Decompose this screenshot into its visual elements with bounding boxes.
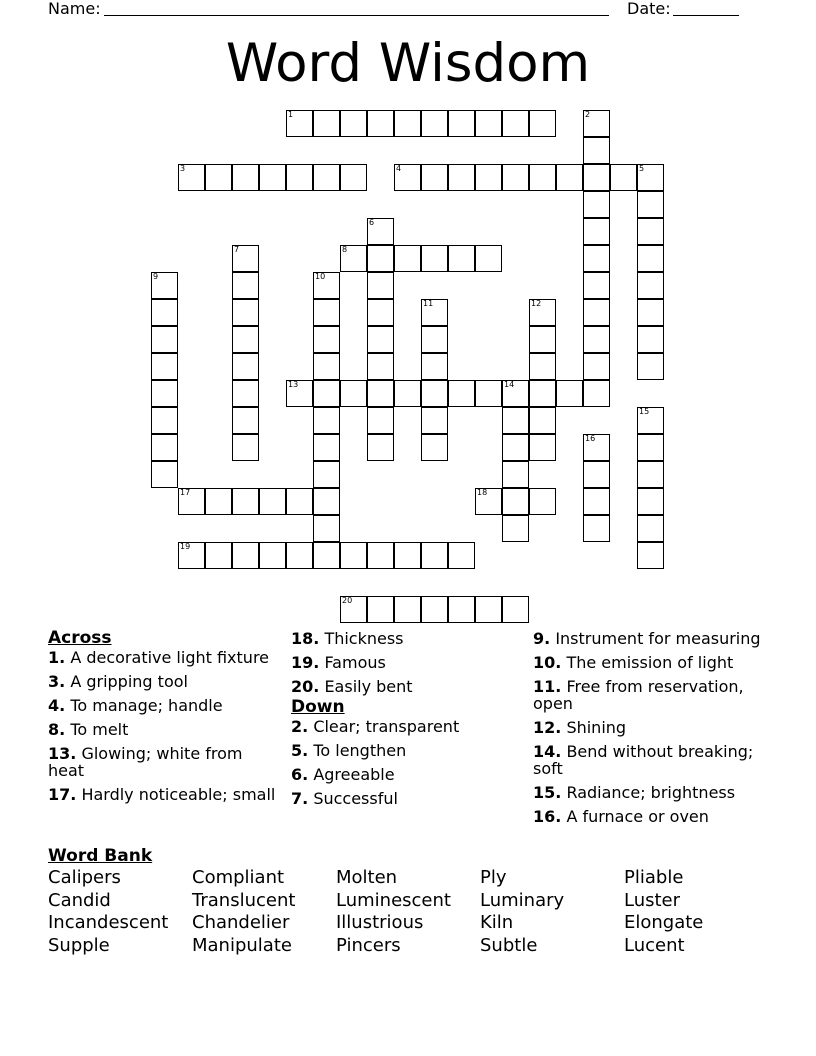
- grid-cell[interactable]: [637, 245, 664, 272]
- word-bank-item: Incandescent: [48, 912, 169, 933]
- clue-text: Clear; transparent: [313, 717, 460, 736]
- clue-text: Instrument for measuring: [555, 629, 761, 648]
- page-title: Word Wisdom: [225, 33, 591, 94]
- clue-down-14: [533, 743, 773, 777]
- grid-cell[interactable]: [394, 110, 421, 137]
- clue-down-5: [291, 742, 527, 759]
- grid-cell[interactable]: [151, 272, 178, 299]
- grid-cell[interactable]: [394, 380, 421, 407]
- grid-cell[interactable]: [637, 191, 664, 218]
- clue-down-10: [533, 654, 773, 671]
- clue-across-1: [48, 649, 278, 666]
- grid-cell[interactable]: [367, 353, 394, 380]
- grid-cell[interactable]: [583, 488, 610, 515]
- clue-text: Glowing; white from heat: [48, 744, 243, 780]
- grid-cell[interactable]: [448, 596, 475, 623]
- grid-cell[interactable]: [205, 488, 232, 515]
- grid-cell[interactable]: [637, 272, 664, 299]
- grid-cell[interactable]: [583, 137, 610, 164]
- grid-cell[interactable]: [448, 164, 475, 191]
- clue-text: Free from reservation, open: [533, 677, 744, 713]
- grid-cell[interactable]: [367, 380, 394, 407]
- grid-cell[interactable]: [367, 542, 394, 569]
- grid-cell[interactable]: [367, 407, 394, 434]
- grid-cell[interactable]: [367, 218, 394, 245]
- grid-cell[interactable]: [421, 245, 448, 272]
- word-bank-item: Translucent: [192, 890, 296, 911]
- clue-number: 19.: [291, 653, 320, 672]
- cell-number: 14: [504, 380, 515, 389]
- grid-cell[interactable]: [637, 461, 664, 488]
- grid-cell[interactable]: [232, 542, 259, 569]
- grid-cell[interactable]: [286, 164, 313, 191]
- clue-number: 16.: [533, 807, 562, 826]
- grid-cell[interactable]: [475, 164, 502, 191]
- grid-cell[interactable]: [286, 488, 313, 515]
- grid-cell[interactable]: [394, 164, 421, 191]
- cell-number: 8: [342, 245, 348, 254]
- grid-cell[interactable]: [232, 380, 259, 407]
- clue-across-13: [48, 745, 278, 779]
- clue-number: 9.: [533, 629, 551, 648]
- grid-cell[interactable]: [313, 515, 340, 542]
- grid-cell[interactable]: [421, 434, 448, 461]
- grid-cell[interactable]: [151, 326, 178, 353]
- grid-cell[interactable]: [205, 542, 232, 569]
- grid-cell[interactable]: [637, 515, 664, 542]
- grid-cell[interactable]: [340, 542, 367, 569]
- grid-cell[interactable]: [367, 272, 394, 299]
- grid-cell[interactable]: [502, 407, 529, 434]
- grid-cell[interactable]: [232, 326, 259, 353]
- grid-cell[interactable]: [151, 461, 178, 488]
- grid-cell[interactable]: [232, 488, 259, 515]
- grid-cell[interactable]: [259, 164, 286, 191]
- cell-number: 16: [585, 434, 596, 443]
- grid-cell[interactable]: [286, 542, 313, 569]
- grid-cell[interactable]: [475, 488, 502, 515]
- clue-across-4: [48, 697, 278, 714]
- word-bank-item: Subtle: [480, 935, 538, 956]
- grid-cell[interactable]: [421, 299, 448, 326]
- grid-cell[interactable]: [502, 596, 529, 623]
- grid-cell[interactable]: [583, 461, 610, 488]
- clue-text: Agreeable: [313, 765, 395, 784]
- grid-cell[interactable]: [637, 542, 664, 569]
- down-heading: Down: [291, 697, 345, 717]
- clue-down-9: [533, 630, 773, 647]
- grid-cell[interactable]: [583, 245, 610, 272]
- grid-cell[interactable]: [313, 353, 340, 380]
- clue-text: A furnace or oven: [566, 807, 709, 826]
- grid-cell[interactable]: [502, 461, 529, 488]
- clue-text: A decorative light fixture: [70, 648, 270, 667]
- grid-cell[interactable]: [178, 488, 205, 515]
- clue-number: 10.: [533, 653, 562, 672]
- grid-cell[interactable]: [637, 434, 664, 461]
- word-bank-item: Calipers: [48, 867, 121, 888]
- grid-cell[interactable]: [583, 218, 610, 245]
- grid-cell[interactable]: [421, 596, 448, 623]
- grid-cell[interactable]: [637, 164, 664, 191]
- cell-number: 13: [288, 380, 299, 389]
- clue-number: 6.: [291, 765, 309, 784]
- word-bank-item: Pliable: [624, 867, 684, 888]
- grid-cell[interactable]: [232, 353, 259, 380]
- grid-cell[interactable]: [151, 380, 178, 407]
- grid-cell[interactable]: [421, 110, 448, 137]
- grid-cell[interactable]: [421, 326, 448, 353]
- clue-across-19: [291, 654, 527, 671]
- clue-down-7: [291, 790, 527, 807]
- word-bank-item: Ply: [480, 867, 507, 888]
- clue-number: 20.: [291, 677, 320, 696]
- clue-text: Hardly noticeable; small: [81, 785, 276, 804]
- clue-number: 7.: [291, 789, 309, 808]
- grid-cell[interactable]: [421, 353, 448, 380]
- clue-across-20: [291, 678, 527, 695]
- grid-cell[interactable]: [367, 245, 394, 272]
- grid-cell[interactable]: [259, 488, 286, 515]
- cell-number: 7: [234, 245, 240, 254]
- grid-cell[interactable]: [232, 299, 259, 326]
- clue-across-17: [48, 786, 278, 803]
- grid-cell[interactable]: [583, 164, 610, 191]
- grid-cell[interactable]: [151, 353, 178, 380]
- grid-cell[interactable]: [475, 596, 502, 623]
- grid-cell[interactable]: [448, 542, 475, 569]
- grid-cell[interactable]: [313, 461, 340, 488]
- clue-number: 5.: [291, 741, 309, 760]
- cell-number: 4: [396, 164, 402, 173]
- grid-cell[interactable]: [340, 110, 367, 137]
- grid-cell[interactable]: [313, 542, 340, 569]
- grid-cell[interactable]: [232, 407, 259, 434]
- grid-cell[interactable]: [340, 164, 367, 191]
- grid-cell[interactable]: [232, 434, 259, 461]
- word-bank-item: Chandelier: [192, 912, 290, 933]
- clues-column-3: [533, 628, 773, 832]
- grid-cell[interactable]: [583, 353, 610, 380]
- clue-across-18: [291, 630, 527, 647]
- clue-down-12: [533, 719, 773, 736]
- cell-number: 3: [180, 164, 186, 173]
- clues-column-1: [48, 628, 278, 810]
- clue-text: Shining: [566, 718, 627, 737]
- word-bank-item: Supple: [48, 935, 110, 956]
- word-bank-item: Luster: [624, 890, 681, 911]
- grid-cell[interactable]: [367, 299, 394, 326]
- grid-cell[interactable]: [502, 434, 529, 461]
- clue-down-6: [291, 766, 527, 783]
- cell-number: 5: [639, 164, 645, 173]
- grid-cell[interactable]: [556, 380, 583, 407]
- clue-number: 17.: [48, 785, 77, 804]
- grid-cell[interactable]: [529, 407, 556, 434]
- grid-cell[interactable]: [421, 164, 448, 191]
- grid-cell[interactable]: [367, 326, 394, 353]
- grid-cell[interactable]: [502, 515, 529, 542]
- clue-number: 11.: [533, 677, 562, 696]
- clue-text: A gripping tool: [70, 672, 188, 691]
- grid-cell[interactable]: [529, 353, 556, 380]
- grid-cell[interactable]: [583, 272, 610, 299]
- clue-number: 4.: [48, 696, 66, 715]
- grid-cell[interactable]: [529, 164, 556, 191]
- grid-cell[interactable]: [583, 326, 610, 353]
- grid-cell[interactable]: [313, 110, 340, 137]
- clue-number: 12.: [533, 718, 562, 737]
- grid-cell[interactable]: [394, 245, 421, 272]
- grid-cell[interactable]: [178, 542, 205, 569]
- grid-cell[interactable]: [448, 380, 475, 407]
- cell-number: 19: [180, 542, 191, 551]
- cell-number: 10: [315, 272, 326, 281]
- grid-cell[interactable]: [259, 542, 286, 569]
- grid-cell[interactable]: [637, 353, 664, 380]
- grid-cell[interactable]: [529, 380, 556, 407]
- grid-cell[interactable]: [313, 272, 340, 299]
- grid-cell[interactable]: [529, 488, 556, 515]
- word-bank-item: Lucent: [624, 935, 685, 956]
- grid-cell[interactable]: [529, 299, 556, 326]
- grid-cell[interactable]: [340, 245, 367, 272]
- clue-number: 14.: [533, 742, 562, 761]
- grid-cell[interactable]: [637, 488, 664, 515]
- clue-number: 1.: [48, 648, 66, 667]
- grid-cell[interactable]: [286, 380, 313, 407]
- cell-number: 6: [369, 218, 375, 227]
- grid-cell[interactable]: [367, 596, 394, 623]
- grid-cell[interactable]: [421, 407, 448, 434]
- grid-cell[interactable]: [637, 299, 664, 326]
- clue-text: The emission of light: [566, 653, 734, 672]
- grid-cell[interactable]: [583, 299, 610, 326]
- clue-text: Famous: [324, 653, 386, 672]
- grid-cell[interactable]: [394, 542, 421, 569]
- grid-cell[interactable]: [340, 596, 367, 623]
- clue-down-16: [533, 808, 773, 825]
- grid-cell[interactable]: [637, 407, 664, 434]
- grid-cell[interactable]: [151, 407, 178, 434]
- grid-cell[interactable]: [502, 164, 529, 191]
- word-bank-item: Pincers: [336, 935, 401, 956]
- grid-cell[interactable]: [502, 488, 529, 515]
- grid-cell[interactable]: [313, 380, 340, 407]
- grid-cell[interactable]: [556, 164, 583, 191]
- cell-number: 9: [153, 272, 159, 281]
- word-bank-item: Kiln: [480, 912, 514, 933]
- grid-cell[interactable]: [313, 299, 340, 326]
- clue-number: 2.: [291, 717, 309, 736]
- grid-cell[interactable]: [421, 380, 448, 407]
- grid-cell[interactable]: [151, 299, 178, 326]
- cell-number: 17: [180, 488, 191, 497]
- grid-cell[interactable]: [583, 110, 610, 137]
- grid-cell[interactable]: [583, 380, 610, 407]
- grid-cell[interactable]: [529, 326, 556, 353]
- clue-down-11: [533, 678, 773, 712]
- grid-cell[interactable]: [448, 245, 475, 272]
- clue-text: Thickness: [324, 629, 404, 648]
- clue-number: 8.: [48, 720, 66, 739]
- grid-cell[interactable]: [475, 380, 502, 407]
- across-heading: Across: [48, 628, 112, 648]
- grid-cell[interactable]: [286, 110, 313, 137]
- grid-cell[interactable]: [313, 326, 340, 353]
- clue-text: To manage; handle: [70, 696, 223, 715]
- grid-cell[interactable]: [637, 326, 664, 353]
- clue-across-8: [48, 721, 278, 738]
- grid-cell[interactable]: [502, 380, 529, 407]
- word-bank-item: Luminescent: [336, 890, 451, 911]
- grid-cell[interactable]: [610, 164, 637, 191]
- clue-text: Radiance; brightness: [566, 783, 736, 802]
- word-bank-item: Molten: [336, 867, 398, 888]
- word-bank-item: Candid: [48, 890, 111, 911]
- grid-cell[interactable]: [232, 245, 259, 272]
- grid-cell[interactable]: [313, 407, 340, 434]
- clue-text: Easily bent: [324, 677, 413, 696]
- grid-cell[interactable]: [205, 164, 232, 191]
- grid-cell[interactable]: [313, 488, 340, 515]
- cell-number: 11: [423, 299, 434, 308]
- clue-down-2: [291, 718, 527, 735]
- grid-cell[interactable]: [583, 515, 610, 542]
- grid-cell[interactable]: [502, 110, 529, 137]
- grid-cell[interactable]: [394, 596, 421, 623]
- grid-cell[interactable]: [232, 272, 259, 299]
- clue-down-15: [533, 784, 773, 801]
- grid-cell[interactable]: [313, 434, 340, 461]
- grid-cell[interactable]: [367, 434, 394, 461]
- word-bank-heading: Word Bank: [48, 846, 153, 866]
- grid-cell[interactable]: [529, 434, 556, 461]
- word-bank-item: Manipulate: [192, 935, 292, 956]
- clue-across-3: [48, 673, 278, 690]
- grid-cell[interactable]: [448, 110, 475, 137]
- cell-number: 12: [531, 299, 542, 308]
- clue-text: To lengthen: [313, 741, 407, 760]
- clue-text: To melt: [70, 720, 129, 739]
- grid-cell[interactable]: [313, 164, 340, 191]
- clue-text: Successful: [313, 789, 398, 808]
- cell-number: 20: [342, 596, 353, 605]
- grid-cell[interactable]: [178, 164, 205, 191]
- word-bank-item: Illustrious: [336, 912, 424, 933]
- grid-cell[interactable]: [475, 245, 502, 272]
- grid-cell[interactable]: [340, 380, 367, 407]
- clue-text: Bend without breaking; soft: [533, 742, 754, 778]
- cell-number: 18: [477, 488, 488, 497]
- cell-number: 2: [585, 110, 591, 119]
- grid-cell[interactable]: [529, 110, 556, 137]
- grid-cell[interactable]: [421, 542, 448, 569]
- name-label: Name:: [48, 0, 101, 18]
- grid-cell[interactable]: [637, 218, 664, 245]
- grid-cell[interactable]: [583, 191, 610, 218]
- clue-number: 18.: [291, 629, 320, 648]
- word-bank-item: Luminary: [480, 890, 565, 911]
- grid-cell[interactable]: [232, 164, 259, 191]
- grid-cell[interactable]: [151, 434, 178, 461]
- grid-cell[interactable]: [583, 434, 610, 461]
- grid-cell[interactable]: [367, 110, 394, 137]
- clue-number: 3.: [48, 672, 66, 691]
- cell-number: 1: [288, 110, 294, 119]
- word-bank-item: Elongate: [624, 912, 704, 933]
- word-bank-item: Compliant: [192, 867, 285, 888]
- clue-number: 13.: [48, 744, 77, 763]
- cell-number: 15: [639, 407, 650, 416]
- grid-cell[interactable]: [475, 110, 502, 137]
- clue-number: 15.: [533, 783, 562, 802]
- date-label: Date:: [627, 0, 671, 18]
- clues-column-2: [291, 628, 527, 814]
